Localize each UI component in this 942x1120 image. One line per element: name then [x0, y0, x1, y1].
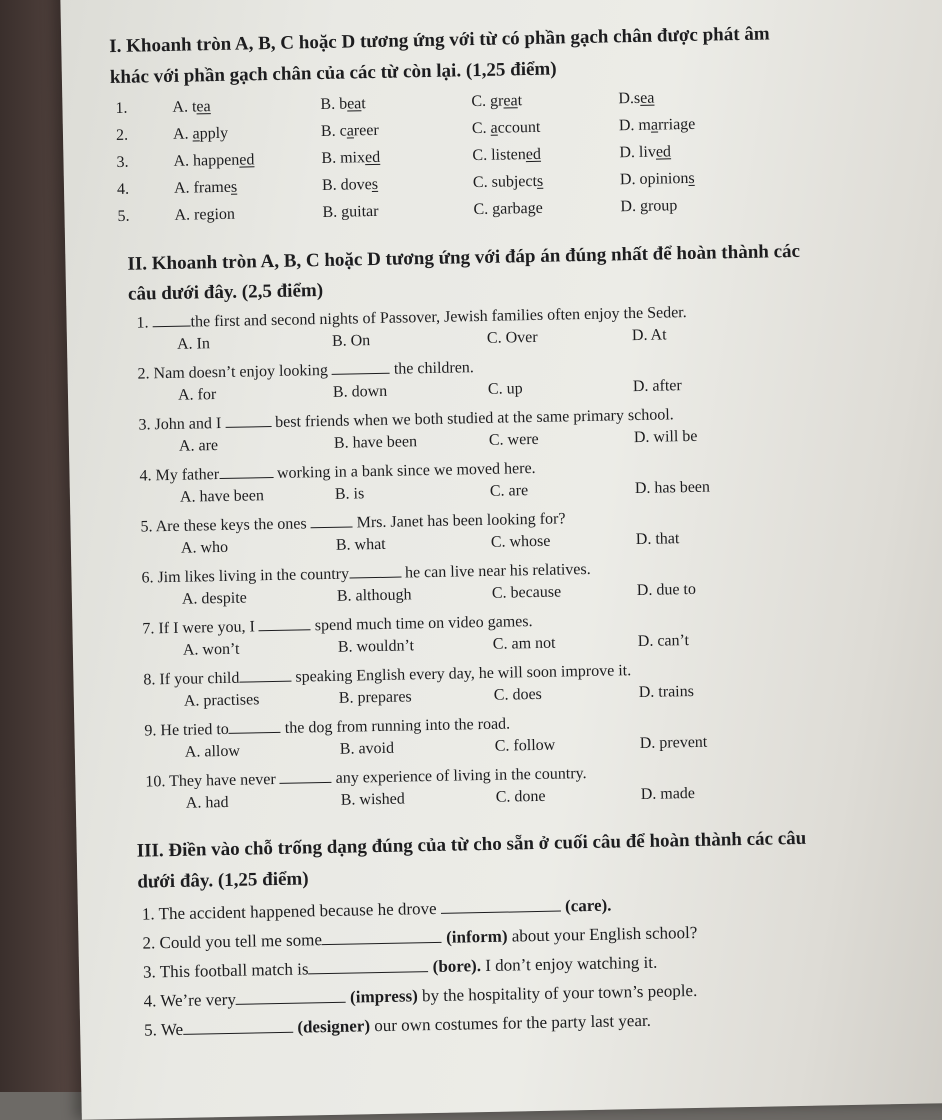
- answer-blank[interactable]: [239, 667, 291, 683]
- s1-row-number: 5.: [117, 207, 130, 225]
- s2-option-a[interactable]: A. won’t: [182, 640, 240, 659]
- section2-heading-line2: câu dưới đây. (2,5 điểm): [127, 280, 324, 305]
- s1-option-d[interactable]: D. opinions: [619, 169, 695, 189]
- s1-option-d[interactable]: D.sea: [618, 89, 655, 108]
- s2-option-d[interactable]: D. after: [632, 377, 682, 396]
- s3-item: 2. Could you tell me some (inform) about your English school?: [142, 922, 698, 953]
- s3-item: 1. The accident happened because he drove (care).: [141, 895, 612, 924]
- s1-option-c[interactable]: C. great: [471, 92, 523, 111]
- s2-option-b[interactable]: B. avoid: [339, 739, 395, 758]
- s2-option-c[interactable]: C. whose: [490, 532, 551, 551]
- s1-option-c[interactable]: C. listened: [472, 145, 542, 165]
- answer-blank[interactable]: [183, 1018, 293, 1035]
- answer-blank[interactable]: [310, 512, 352, 528]
- s3-item: 3. This football match is (bore). I don’t enjoy watching it.: [142, 952, 658, 982]
- s1-option-b[interactable]: B. beat: [320, 95, 366, 114]
- s2-option-d[interactable]: D. trains: [638, 682, 695, 702]
- s2-option-a[interactable]: A. for: [177, 386, 217, 404]
- s2-option-b[interactable]: B. prepares: [338, 688, 412, 707]
- s2-option-b[interactable]: B. wished: [340, 790, 405, 809]
- s2-option-b[interactable]: B. is: [334, 485, 365, 503]
- s2-option-b[interactable]: B. although: [336, 586, 412, 605]
- s1-option-a[interactable]: A. happened: [173, 151, 255, 170]
- answer-blank[interactable]: [219, 463, 273, 479]
- answer-blank[interactable]: [332, 359, 390, 375]
- s2-question: 4. My father working in a bank since we moved here.: [139, 459, 536, 485]
- answer-blank[interactable]: [225, 412, 271, 428]
- answer-blank[interactable]: [280, 768, 332, 784]
- s2-option-c[interactable]: C. does: [493, 685, 542, 704]
- s2-option-a[interactable]: A. who: [180, 538, 229, 557]
- s2-question: 8. If your child speaking English every day, he will soon improve it.: [143, 662, 632, 689]
- s1-row-number: 4.: [116, 180, 130, 198]
- s1-option-a[interactable]: A. region: [174, 205, 236, 224]
- s2-option-a[interactable]: A. are: [178, 437, 219, 455]
- s1-option-b[interactable]: B. career: [320, 121, 379, 141]
- s1-option-c[interactable]: C. subjects: [472, 172, 544, 192]
- s2-option-b[interactable]: B. have been: [333, 433, 418, 452]
- section1-heading-line2: khác với phần gạch chân của các từ còn lại. (1,25 điểm): [109, 58, 557, 89]
- s2-option-a[interactable]: A. allow: [184, 742, 241, 761]
- s1-row-number: 1.: [115, 99, 128, 117]
- s1-option-a[interactable]: A. frames: [173, 178, 238, 197]
- s2-option-c[interactable]: C. up: [487, 380, 523, 398]
- answer-blank[interactable]: [308, 957, 428, 974]
- s2-option-a[interactable]: A. despite: [181, 589, 247, 608]
- section3-heading-line2: dưới đây. (1,25 điểm): [137, 868, 309, 893]
- s2-option-c[interactable]: C. am not: [492, 634, 556, 653]
- answer-blank[interactable]: [349, 563, 401, 579]
- answer-blank[interactable]: [152, 312, 190, 328]
- answer-blank[interactable]: [441, 897, 561, 914]
- s2-question: 5. Are these keys the ones Mrs. Janet has been looking for?: [140, 510, 566, 536]
- s2-option-c[interactable]: C. follow: [494, 736, 556, 755]
- s2-option-d[interactable]: D. prevent: [639, 733, 708, 753]
- s1-option-b[interactable]: B. mixed: [321, 148, 381, 168]
- s2-question: 9. He tried to the dog from running into the road.: [144, 715, 511, 740]
- s3-item: 5. We (designer) our own costumes for the party last year.: [143, 1010, 652, 1040]
- s2-option-b[interactable]: B. down: [332, 382, 388, 401]
- s2-option-d[interactable]: D. made: [640, 784, 696, 803]
- section1-heading-line1: I. Khoanh tròn A, B, C hoặc D tương ứng với từ có phần gạch chân được phát âm: [109, 23, 770, 58]
- section2-heading-line1: II. Khoanh tròn A, B, C hoặc D tương ứng với đáp án đúng nhất để hoàn thành các: [127, 240, 801, 275]
- s2-option-d[interactable]: D. will be: [633, 427, 698, 447]
- s2-option-c[interactable]: C. done: [495, 787, 546, 806]
- s2-question: 2. Nam doesn’t enjoy looking the children.: [137, 359, 475, 383]
- s1-option-d[interactable]: D. group: [620, 197, 678, 216]
- s2-question: 6. Jim likes living in the country he can live near his relatives.: [141, 560, 591, 587]
- s2-question: 1. the first and second nights of Passover, Jewish families often enjoy the Seder.: [136, 304, 687, 332]
- s2-option-d[interactable]: D. At: [631, 326, 667, 345]
- s1-option-b[interactable]: B. doves: [321, 175, 379, 195]
- s2-option-a[interactable]: A. had: [185, 793, 229, 812]
- s2-option-b[interactable]: B. what: [335, 535, 386, 554]
- s1-option-a[interactable]: A. apply: [172, 124, 229, 143]
- s1-option-c[interactable]: C. garbage: [473, 199, 543, 219]
- s2-question: 7. If I were you, I spend much time on video games.: [142, 613, 533, 638]
- s2-option-c[interactable]: C. were: [488, 430, 539, 449]
- answer-blank[interactable]: [236, 988, 346, 1005]
- s3-item: 4. We’re very (impress) by the hospitality of your town’s people.: [143, 980, 698, 1011]
- s2-option-a[interactable]: A. have been: [179, 487, 265, 506]
- section3-heading-line1: III. Điền vào chỗ trống dạng đúng của từ cho sẵn ở cuối câu để hoàn thành các câu: [136, 827, 807, 862]
- s2-option-d[interactable]: D. that: [635, 530, 680, 549]
- worksheet-paper: [60, 0, 942, 1120]
- s1-option-d[interactable]: D. lived: [619, 143, 672, 162]
- s2-option-a[interactable]: A. practises: [183, 691, 260, 710]
- s1-option-b[interactable]: B. guitar: [322, 202, 379, 222]
- s2-option-d[interactable]: D. can’t: [637, 632, 690, 651]
- s2-option-b[interactable]: B. On: [331, 332, 371, 350]
- s1-row-number: 3.: [116, 153, 129, 171]
- s2-question: 3. John and I best friends when we both studied at the same primary school.: [138, 406, 674, 434]
- s2-option-c[interactable]: C. are: [489, 482, 529, 500]
- answer-blank[interactable]: [259, 615, 311, 631]
- s2-question: 10. They have never any experience of living in the country.: [145, 765, 587, 791]
- s1-option-a[interactable]: A. tea: [172, 98, 211, 116]
- s1-option-c[interactable]: C. account: [471, 118, 541, 138]
- s2-option-a[interactable]: A. In: [176, 335, 211, 353]
- s1-row-number: 2.: [115, 126, 129, 144]
- s2-option-d[interactable]: D. has been: [634, 478, 711, 498]
- s1-option-d[interactable]: D. marriage: [618, 115, 696, 135]
- s2-option-c[interactable]: C. because: [491, 583, 562, 602]
- answer-blank[interactable]: [322, 928, 442, 945]
- answer-blank[interactable]: [229, 718, 281, 734]
- s2-option-c[interactable]: C. Over: [486, 328, 538, 347]
- s2-option-b[interactable]: B. wouldn’t: [337, 637, 415, 656]
- s2-option-d[interactable]: D. due to: [636, 580, 697, 600]
